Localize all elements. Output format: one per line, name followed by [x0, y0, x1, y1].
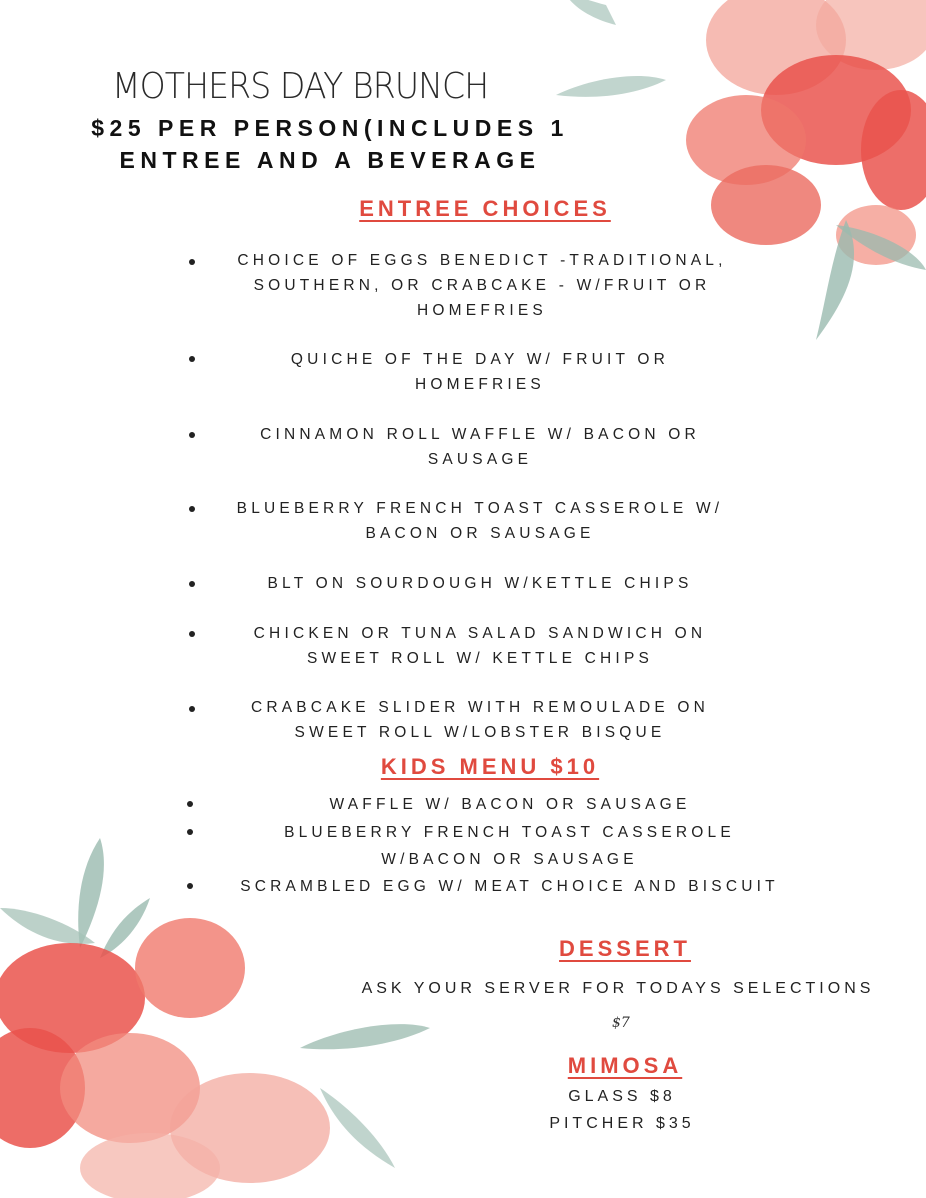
entree-item: CHOICE OF EGGS BENEDICT -TRADITIONAL, SOUTHERN, OR CRABCAKE - W/FRUIT OR HOMEFRIES	[237, 252, 727, 319]
bullet-icon	[189, 432, 195, 438]
mimosa-pitcher-price: PITCHER $35	[549, 1115, 695, 1132]
mimosa-heading: MIMOSA	[567, 1053, 683, 1078]
kids-item: SCRAMBLED EGG W/ MEAT CHOICE AND BISCUIT	[240, 878, 779, 895]
bullet-icon	[189, 356, 195, 362]
entree-choices-heading: ENTREE CHOICES	[359, 196, 611, 221]
dessert-text: ASK YOUR SERVER FOR TODAYS SELECTIONS	[361, 980, 875, 997]
entree-item: CINNAMON ROLL WAFFLE W/ BACON OR SAUSAGE	[260, 426, 700, 468]
menu-title: MOTHERS DAY BRUNCH	[112, 66, 489, 107]
bullet-icon	[187, 829, 193, 835]
menu-subtitle: $25 PER PERSON(INCLUDES 1 ENTREE AND A BEVERAGE	[91, 115, 569, 173]
kids-item: WAFFLE W/ BACON OR SAUSAGE	[329, 796, 691, 813]
entree-item: CRABCAKE SLIDER WITH REMOULADE ON SWEET ROLL W/LOBSTER BISQUE	[250, 699, 710, 741]
kids-menu-heading: KIDS MENU $10	[380, 754, 600, 779]
entree-item: BLT ON SOURDOUGH W/KETTLE CHIPS	[267, 575, 693, 592]
entree-item: CHICKEN OR TUNA SALAD SANDWICH ON SWEET ROLL W/ KETTLE CHIPS	[253, 625, 707, 667]
bullet-icon	[189, 259, 195, 265]
dessert-price: $7	[612, 1015, 630, 1031]
kids-item: BLUEBERRY FRENCH TOAST CASSEROLE W/BACON OR SAUSAGE	[284, 824, 735, 868]
dessert-heading: DESSERT	[559, 936, 691, 961]
bullet-icon	[189, 581, 195, 587]
bullet-icon	[187, 801, 193, 807]
bullet-icon	[187, 883, 193, 889]
entree-item: QUICHE OF THE DAY W/ FRUIT OR HOMEFRIES	[290, 351, 670, 393]
mimosa-glass-price: GLASS $8	[568, 1088, 676, 1105]
entree-item: BLUEBERRY FRENCH TOAST CASSEROLE W/ BACON OR SAUSAGE	[236, 500, 724, 542]
bullet-icon	[189, 631, 195, 637]
bullet-icon	[189, 706, 195, 712]
bullet-icon	[189, 506, 195, 512]
